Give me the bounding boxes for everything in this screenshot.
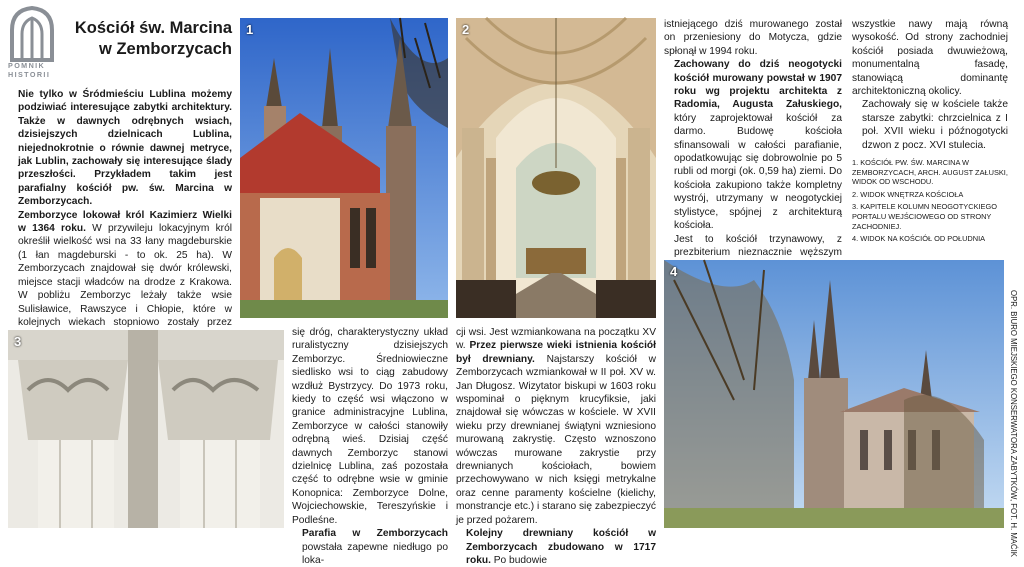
caption-1: 1. KOŚCIÓŁ PW. ŚW. MARCINA W ZEMBORZYCACH, ARCH. AUGUST ZAŁUSKI, WIDOK OD WSCHODU. [852, 158, 1008, 187]
photo-number-4: 4 [670, 264, 678, 279]
photo-number-1: 1 [246, 22, 254, 37]
photo-capitals [8, 330, 284, 528]
parafia-bold: Parafia w Zemborzycach [302, 528, 448, 540]
caption-2: 2. WIDOK WNĘTRZA KOŚCIOŁA [852, 189, 964, 199]
title-line2: w Zemborzycach [99, 40, 232, 58]
drewniany-text-b: Najstarszy kościół w Zemborzycach wzmiankował w II poł. XV w. Jan Długosz. Wizytator biskupi w 1603 roku wspominał o pięknym krucyfiksie, jaki znajdował się wówczas w kościele. W XVII wieku przy drewnianej świątyni wzniesiono murowaną zakrystię. Często wznoszono wówczas murowane zakrystie przy drewnianych kościołach, bowiem przechowywano w nich księgi metrykalne oraz cenne paramenty kościelne (kielichy, monstrancje etc.) i starano się zabezpieczyć je przed pożarem. [456, 353, 656, 526]
caption-3: 3. KAPITELE KOLUMN NEOGOTYCKIEGO PORTALU WEJŚCIOWEGO OD STRONY ZACHODNIEJ. [852, 202, 997, 231]
photo-credit [1006, 290, 1020, 558]
photo-number-3: 3 [14, 334, 22, 349]
kosciol-1907-text: który zaprojektował kościół za darmo. Budowę kościoła sfinansowali w całości parafianie, opodatkowując się dobrowolnie po 5 rubli od morgi (ok. 0,59 ha) ziemi. Do kościoła zakupiono także kompletny wystrój, utrzymany w neogotyckiej stylistyce, spójnej z architekturą kościoła. [674, 112, 842, 232]
photo-church-south [664, 260, 1004, 528]
logo-text-line2: HISTORII [8, 69, 51, 79]
gothic-window-icon [8, 6, 56, 62]
church-south-image [664, 260, 1004, 528]
lokacja-text: W przywileju lokacyjnym król określił wielkość wsi na 33 łany magdeburskie (1 łan magdeburski - to ok. 25 ha). W Zemborzycach znajdował się dwór królewski, miejsce stacji władców na drodze z Krakowa. W pobliżu Zemborzyc leżały także wsie Sulisławice, Rawszyce i Chłopie, które w kolejnych wiekach stopniowo zostały przez [18, 223, 232, 328]
paragraph-drewniany [456, 326, 656, 527]
capitals-image [8, 330, 284, 528]
photo-number-2: 2 [462, 22, 470, 37]
paragraph-1717 [456, 527, 656, 567]
paragraph-uklad: się dróg, charakterystyczny układ ruralistyczny dzisiejszych Zemborzyc. Średniowieczne siedlisko wsi to ciąg zabudowy wzdłuż Bystrzycy. Do 1973 roku, kiedy to część wsi włączono w granice administracyjne Lublina, Zemborzyce w całości stanowiły odrębną wieś. Dzisiaj część dawnych Zemborzyc stanowi dzielnicę Lublina, zaś pozostała część to odrębne wsie w gminie Konopnica: Zemborzyce Dolne, Wojciechowskie, Tereszyńskie i Podleśne. [292, 327, 448, 526]
column-1 [8, 88, 232, 370]
photo-interior [456, 18, 656, 318]
lead-text: Nie tylko w Śródmieściu Lublina możemy podziwiać interesujące zabytki architektury. Także w dawnych odrębnych wsiach, dzisiejszych dzielnicach Lublina, niejednokrotnie o równie dawnej metryce, jak Lublin, zachowały się interesujące ślady przeszłości. Przykładem takim jest parafialny kościół pw. św. Marcina w Zemborzycach. [18, 89, 232, 208]
lead-paragraph [8, 88, 232, 209]
paragraph-1907 [664, 58, 842, 232]
caption-4: 4. WIDOK NA KOŚCIÓŁ OD POŁUDNIA [852, 234, 986, 244]
column-2 [292, 326, 448, 567]
column-3 [456, 326, 656, 567]
logo-text-line1: POMNIK [8, 61, 46, 70]
paragraph-zabytki: Zachowały się w kościele także starsze zabytki: chrzcielnica z I poł. XVII wieku i późnogotycki dzwon z pocz. XVI stulecia. [862, 99, 1008, 151]
lokacja-bold: Zemborzyce lokował król Kazimierz Wielki w 1364 roku. [18, 209, 232, 235]
kosciol-1717-text: Po budowie [490, 554, 547, 566]
pomnik-historii-logo [8, 6, 60, 82]
paragraph-parafia [292, 527, 448, 567]
photo-church-east [240, 18, 448, 318]
paragraph-trzynawowy: Jest to kościół trzynawowy, z prezbiterium nieznacznie węższym [674, 233, 842, 258]
column-5 [852, 18, 1008, 152]
photo-credit-text: OPR. BIURO MIEJSKIEGO KONSERWATORA ZABYTKÓW, FOT. H. MAĆIK [1009, 290, 1018, 558]
kosciol-1907-bold: Zachowany do dziś neogotycki kościół murowany powstał w 1907 roku wg projektu architekta z Radomia, Augusta Załuskiego, [674, 59, 842, 111]
church-east-image [240, 18, 448, 318]
paragraph-motycz: istniejącego dziś murowanego został on przeniesiony do Motycza, gdzie spłonął w 1994 roku. [664, 19, 842, 57]
drewniany-bold: Przez pierwsze wieki istnienia kościół był drewniany. [456, 340, 656, 365]
photo-captions [852, 158, 1008, 244]
kosciol-1717-bold: Kolejny drewniany kościół w Zemborzycach zbudowano w 1717 roku. [466, 528, 656, 566]
title-line1: Kościół św. Marcina [74, 19, 232, 37]
article-title [66, 18, 232, 60]
drewniany-text-a: cji wsi. Jest wzmiankowana na początku XV w. [456, 327, 656, 352]
parafia-text: powstała zapewne niedługo po loka- [302, 541, 448, 566]
paragraph-fasada: wszystkie nawy mają równą wysokość. Od strony zachodniej kościół posiada dwuwieżową, monumentalną fasadę, stanowiącą dominantę architektoniczną okolicy. [852, 19, 1008, 98]
interior-image [456, 18, 656, 318]
